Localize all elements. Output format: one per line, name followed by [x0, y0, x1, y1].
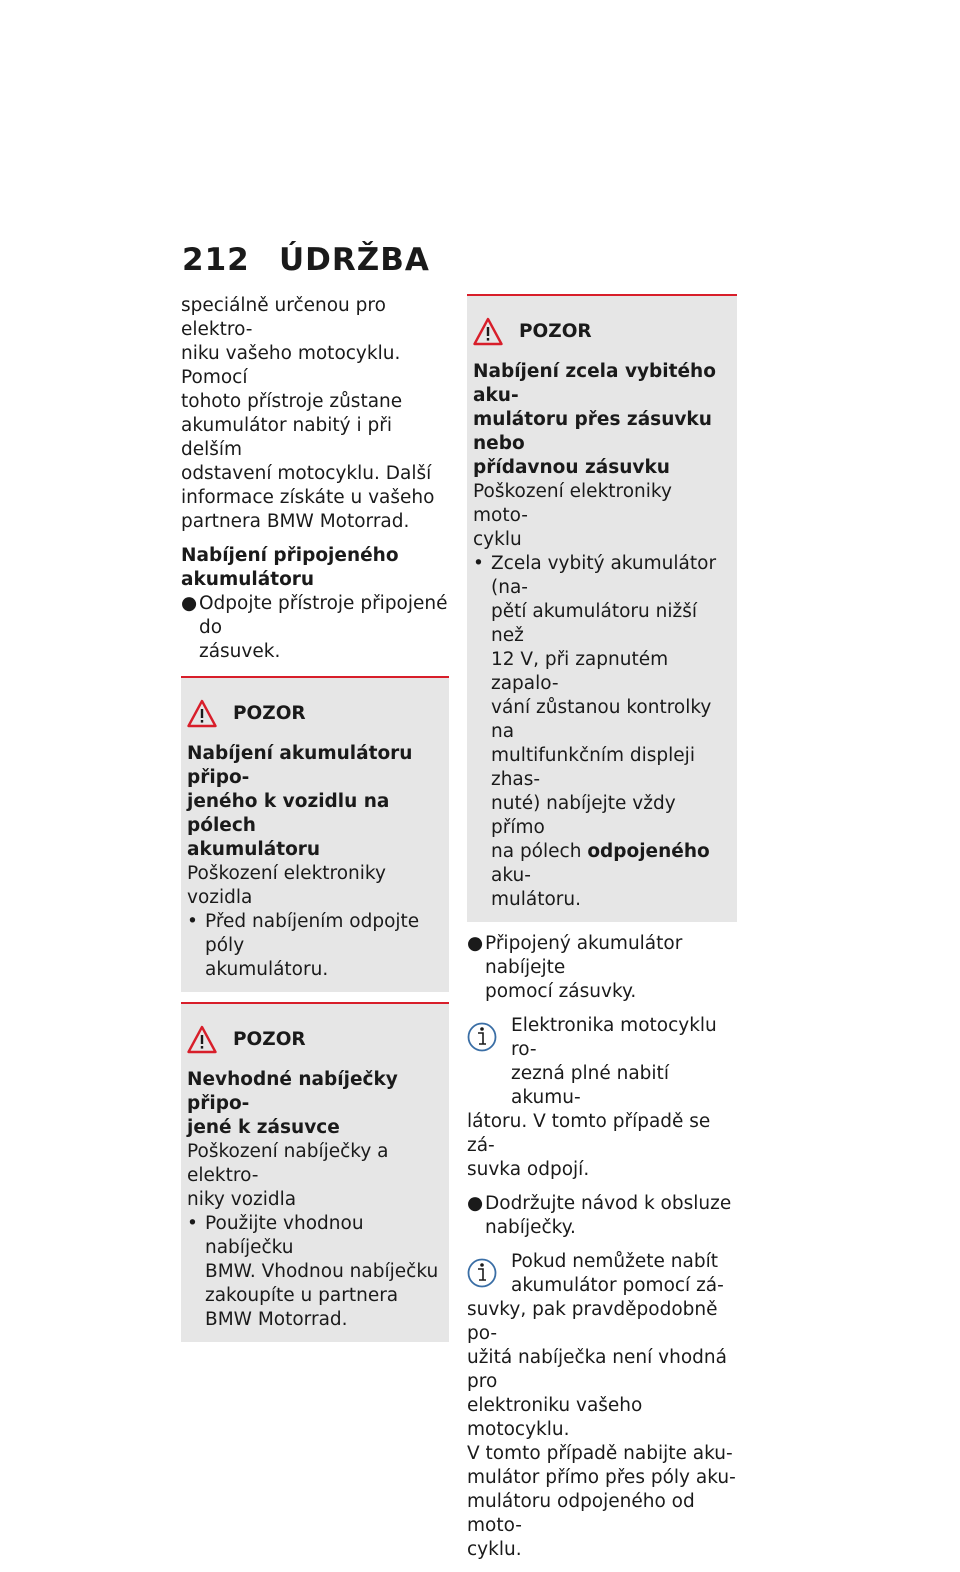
warning-title: [473, 360, 731, 480]
text-line: mulátoru přes zásuvku nebo: [473, 409, 712, 454]
text-line: přídavnou zásuvku: [473, 457, 670, 478]
text-line: vání zůstanou kontrolky na: [491, 697, 712, 742]
bullet-dot-icon: •: [187, 1213, 198, 1234]
warning-triangle-icon: [187, 1025, 217, 1055]
text-line: cyklu.: [467, 1539, 522, 1560]
section-heading: [181, 544, 449, 592]
info-icon: [467, 1018, 497, 1056]
text-line: zakoupíte u partnera: [205, 1285, 399, 1306]
text-line: Připojený akumulátor nabíjejte: [485, 933, 683, 978]
text-line: suvky, pak pravděpodobně po-: [467, 1299, 718, 1344]
warning-header: [187, 692, 443, 736]
text-line: BMW. Vhodnou nabíječku: [205, 1261, 439, 1282]
info-icon: [467, 1254, 497, 1292]
heading-line: akumulátoru: [181, 569, 315, 590]
text-line: BMW Motorrad.: [205, 1309, 348, 1330]
emphasis-text: odpojeného: [587, 841, 710, 862]
text-line: pětí akumulátoru nižší než: [491, 601, 697, 646]
info-note: [467, 1250, 737, 1562]
page-header: [182, 242, 430, 278]
warning-triangle-icon: [187, 699, 217, 729]
warning-bullet: [187, 910, 443, 982]
text-line: akumulátor pomocí zá-: [511, 1275, 724, 1296]
text-line: speciálně určenou pro elektro-: [181, 295, 386, 340]
text-line: jené k zásuvce: [187, 1117, 340, 1138]
text-line: informace získáte u vašeho: [181, 487, 435, 508]
bullet-item: [181, 592, 449, 664]
warning-box: [181, 676, 449, 992]
text-line: nuté) nabíjejte vždy přímo: [491, 793, 676, 838]
text-line: akumulátor nabitý i při delším: [181, 415, 393, 460]
text-line: Zcela vybitý akumulátor (na-: [491, 553, 717, 598]
info-note: [467, 1014, 737, 1182]
text-line: odstavení motocyklu. Další: [181, 463, 432, 484]
text-line: [491, 840, 731, 888]
text-line: mulátoru odpojeného od moto-: [467, 1491, 695, 1536]
text-line: Elektronika motocyklu ro-: [511, 1015, 717, 1060]
text-line: Pokud nemůžete nabít: [511, 1251, 718, 1272]
text-fragment: na pólech: [491, 841, 588, 862]
warning-text: Poškození elektroniky vozidla: [187, 863, 386, 908]
text-line: cyklu: [473, 529, 522, 550]
warning-box: [467, 294, 737, 922]
warning-label: POZOR: [519, 321, 592, 342]
left-column: [181, 294, 449, 1352]
bullet-dot-icon: •: [187, 911, 198, 932]
text-line: pomocí zásuvky.: [485, 981, 637, 1002]
text-fragment: aku-: [491, 865, 531, 886]
heading-line: Nabíjení připojeného: [181, 545, 399, 566]
bullet-dot-icon: •: [473, 553, 484, 574]
warning-bullet: [187, 1212, 443, 1332]
warning-title: [187, 1068, 443, 1140]
text-line: Dodržujte návod k obsluze: [485, 1193, 732, 1214]
text-line: akumulátoru.: [205, 959, 329, 980]
warning-label: POZOR: [233, 703, 306, 724]
warning-box: [181, 1002, 449, 1342]
text-line: Poškození elektroniky moto-: [473, 481, 672, 526]
text-line: zásuvek.: [199, 641, 281, 662]
text-line: jeného k vozidlu na pólech: [187, 791, 390, 836]
text-line: Nabíjení zcela vybitého aku-: [473, 361, 716, 406]
warning-text: [187, 1140, 443, 1212]
bullet-item: [467, 932, 737, 1004]
text-line: Odpojte přístroje připojené do: [199, 593, 448, 638]
text-line: užitá nabíječka není vhodná pro: [467, 1347, 727, 1392]
text-line: niky vozidla: [187, 1189, 297, 1210]
text-line: akumulátoru: [187, 839, 321, 860]
text-line: niku vašeho motocyklu. Pomocí: [181, 343, 401, 388]
warning-header: [473, 310, 731, 354]
text-line: Před nabíjením odpojte póly: [205, 911, 420, 956]
text-line: nabíječky.: [485, 1217, 576, 1238]
warning-label: POZOR: [233, 1029, 306, 1050]
text-line: suvka odpojí.: [467, 1159, 590, 1180]
text-line: V tomto případě nabijte aku-: [467, 1443, 733, 1464]
bullet-dot-icon: ●: [467, 933, 484, 954]
bullet-item: [467, 1192, 737, 1240]
right-column: [467, 294, 737, 1572]
text-line: Nevhodné nabíječky připo-: [187, 1069, 398, 1114]
text-line: Poškození nabíječky a elektro-: [187, 1141, 389, 1186]
intro-paragraph: [181, 294, 449, 534]
text-line: látoru. V tomto případě se zá-: [467, 1111, 711, 1156]
text-line: multifunkčním displeji zhas-: [491, 745, 695, 790]
text-line: partnera BMW Motorrad.: [181, 511, 410, 532]
text-line: tohoto přístroje zůstane: [181, 391, 403, 412]
warning-header: [187, 1018, 443, 1062]
section-title: ÚDRŽBA: [279, 242, 430, 278]
text-line: mulátor přímo přes póly aku-: [467, 1467, 736, 1488]
page-number: 212: [182, 242, 250, 278]
text-line: mulátoru.: [491, 889, 582, 910]
text-line: zezná plné nabití akumu-: [511, 1063, 669, 1108]
warning-bullet: [473, 552, 731, 912]
text-line: Použijte vhodnou nabíječku: [205, 1213, 364, 1258]
text-line: elektroniku vašeho motocyklu.: [467, 1395, 643, 1440]
text-line: Nabíjení akumulátoru připo-: [187, 743, 413, 788]
bullet-dot-icon: ●: [467, 1193, 484, 1214]
warning-title: [187, 742, 443, 862]
warning-triangle-icon: [473, 317, 503, 347]
warning-text: [473, 480, 731, 552]
text-line: 12 V, při zapnutém zapalo-: [491, 649, 669, 694]
bullet-dot-icon: ●: [181, 593, 198, 614]
